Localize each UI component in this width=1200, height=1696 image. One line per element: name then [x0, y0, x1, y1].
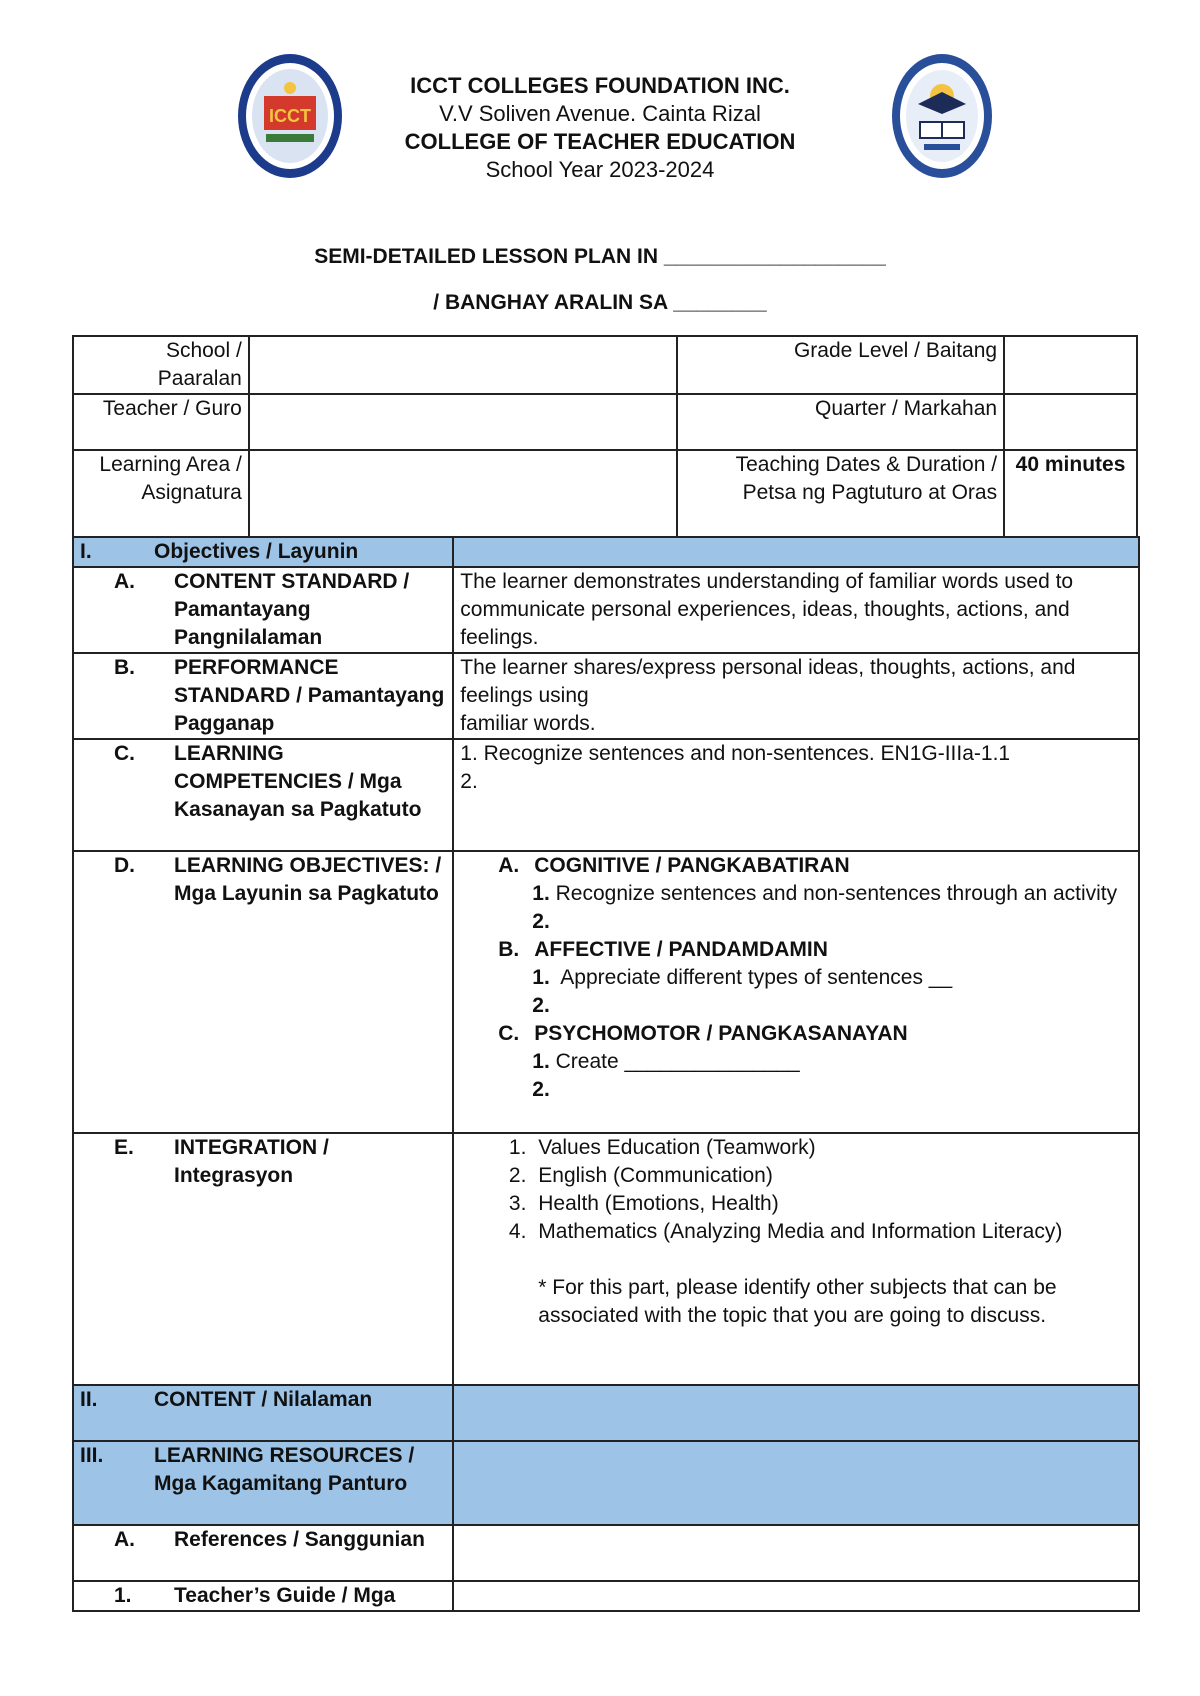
resources-heading: LEARNING RESOURCES / Mga Kagamitang Panturo — [154, 1444, 415, 1495]
teacher-value[interactable] — [249, 394, 677, 450]
performance-standard-text: The learner shares/express personal ideas, thoughts, actions, and feelings using — [460, 656, 1076, 707]
competency-1: 1. Recognize sentences and non-sentences. EN1G-IIIa-1.1 — [460, 742, 1011, 765]
school-value[interactable] — [249, 336, 677, 394]
integration-list — [460, 1134, 1132, 1246]
content-standard-row: A. CONTENT STANDARD / Pamantayang Pangnilalaman The learner demonstrates understanding of familiar words used to communicate personal experiences, ideas, thoughts, actions, and feelings. — [73, 567, 1139, 653]
references-value[interactable] — [453, 1525, 1139, 1581]
lesson-plan-title: SEMI-DETAILED LESSON PLAN IN ___________________ — [314, 245, 886, 268]
competencies-row: C. LEARNING COMPETENCIES / Mga Kasanayan sa Pagkatuto 1. Recognize sentences and non-sentences. EN1G-IIIa-1.1 2. — [73, 739, 1139, 851]
performance-standard-text-end: familiar words. — [460, 712, 596, 735]
integration-item: 1. Values Education (Teamwork) — [532, 1134, 1132, 1162]
institution-address: V.V Soliven Avenue. Cainta Rizal — [439, 101, 761, 126]
college-name: COLLEGE OF TEACHER EDUCATION — [404, 129, 796, 154]
integration-item: 2. English (Communication) — [532, 1162, 1132, 1190]
quarter-value[interactable] — [1004, 394, 1137, 450]
cte-seal-logo — [888, 52, 996, 180]
references-label: References / Sanggunian — [174, 1528, 425, 1551]
content-heading: CONTENT / Nilalaman — [154, 1388, 373, 1411]
letterhead — [300, 72, 900, 184]
info-table — [72, 335, 1138, 539]
psychomotor-heading: PSYCHOMOTOR / PANGKASANAYAN — [534, 1022, 908, 1045]
lesson-plan-subtitle: / BANGHAY ARALIN SA ________ — [433, 291, 767, 314]
cognitive-objective-1: 1. Recognize sentences and non-sentences through an activity — [532, 882, 1118, 905]
resources-section-row: III. LEARNING RESOURCES / Mga Kagamitang Panturo — [73, 1441, 1139, 1525]
learning-area-label: Learning Area / Asignatura — [73, 450, 249, 538]
svg-text:ICCT: ICCT — [269, 106, 311, 126]
learning-area-value[interactable] — [249, 450, 677, 538]
teaching-dates-label: Teaching Dates & Duration / Petsa ng Pagtuturo at Oras — [677, 450, 1004, 538]
teachers-guide-row: 1. Teacher’s Guide / Mga — [73, 1581, 1139, 1611]
performance-standard-row: B. PERFORMANCE STANDARD / Pamantayang Pagganap The learner shares/express personal ideas, thoughts, actions, and feelings using familiar words. — [73, 653, 1139, 739]
integration-row: E. INTEGRATION / Integrasyon 1. Values Education (Teamwork) 2. English (Communication) 3. Health (Emotions, Health) 4. Mathematics (Analyzing Media and Information Literacy) * For this part, please identify other subjects that can be associated with the topic that you are going to discuss. — [73, 1133, 1139, 1385]
competency-2: 2. — [460, 770, 478, 793]
references-row: A. References / Sanggunian — [73, 1525, 1139, 1581]
teachers-guide-value[interactable] — [453, 1581, 1139, 1611]
teachers-guide-label: Teacher’s Guide / Mga — [174, 1584, 396, 1607]
duration-value: 40 minutes — [1004, 450, 1137, 538]
content-standard-label: CONTENT STANDARD / Pamantayang Pangnilalaman — [174, 570, 410, 649]
content-section-row: II. CONTENT / Nilalaman — [73, 1385, 1139, 1441]
objectives-heading: Objectives / Layunin — [154, 540, 359, 563]
psychomotor-objective-1: 1. Create _______________ — [532, 1050, 800, 1073]
grade-level-label: Grade Level / Baitang — [677, 336, 1004, 394]
objectives-section-row: I. Objectives / Layunin — [73, 537, 1139, 567]
integration-item: 3. Health (Emotions, Health) — [532, 1190, 1132, 1218]
integration-label: INTEGRATION / Integrasyon — [174, 1136, 329, 1187]
learning-objectives-row: D. LEARNING OBJECTIVES: / Mga Layunin sa Pagkatuto A. COGNITIVE / PANGKABATIRAN 1. Recognize sentences and non-sentences through an activity 2. B. AFFECTIVE / PANDAMDAMIN 1. Appreciate different types of sentences __ 2. C. PSYCHOMOTOR / PANGKASANAYAN 1. Create _______________ 2. — [73, 851, 1139, 1133]
teacher-label: Teacher / Guro — [73, 394, 249, 450]
quarter-label: Quarter / Markahan — [677, 394, 1004, 450]
cognitive-objective-2: 2. — [532, 910, 550, 933]
school-year: School Year 2023-2024 — [485, 157, 715, 182]
affective-objective-1: 1. Appreciate different types of sentences __ — [532, 966, 953, 989]
cognitive-heading: COGNITIVE / PANGKABATIRAN — [534, 854, 850, 877]
psychomotor-objective-2: 2. — [532, 1078, 550, 1101]
performance-standard-label: PERFORMANCE STANDARD / Pamantayang Pagganap — [174, 656, 445, 735]
integration-note: * For this part, please identify other subjects that can be associated with the topic that you are going to discuss. — [538, 1276, 1057, 1327]
integration-item: 4. Mathematics (Analyzing Media and Information Literacy) — [532, 1218, 1132, 1246]
affective-heading: AFFECTIVE / PANDAMDAMIN — [534, 938, 828, 961]
affective-objective-2: 2. — [532, 994, 550, 1017]
content-standard-text: The learner demonstrates understanding of familiar words used to communicate personal experiences, ideas, thoughts, actions, and feelings. — [453, 567, 1139, 653]
learning-objectives-label: LEARNING OBJECTIVES: / Mga Layunin sa Pagkatuto — [174, 854, 442, 905]
competencies-label: LEARNING COMPETENCIES / Mga Kasanayan sa Pagkatuto — [174, 742, 422, 821]
school-label: School / Paaralan — [73, 336, 249, 394]
institution-name: ICCT COLLEGES FOUNDATION INC. — [410, 73, 790, 98]
grade-level-value[interactable] — [1004, 336, 1137, 394]
plan-table — [72, 536, 1140, 1612]
